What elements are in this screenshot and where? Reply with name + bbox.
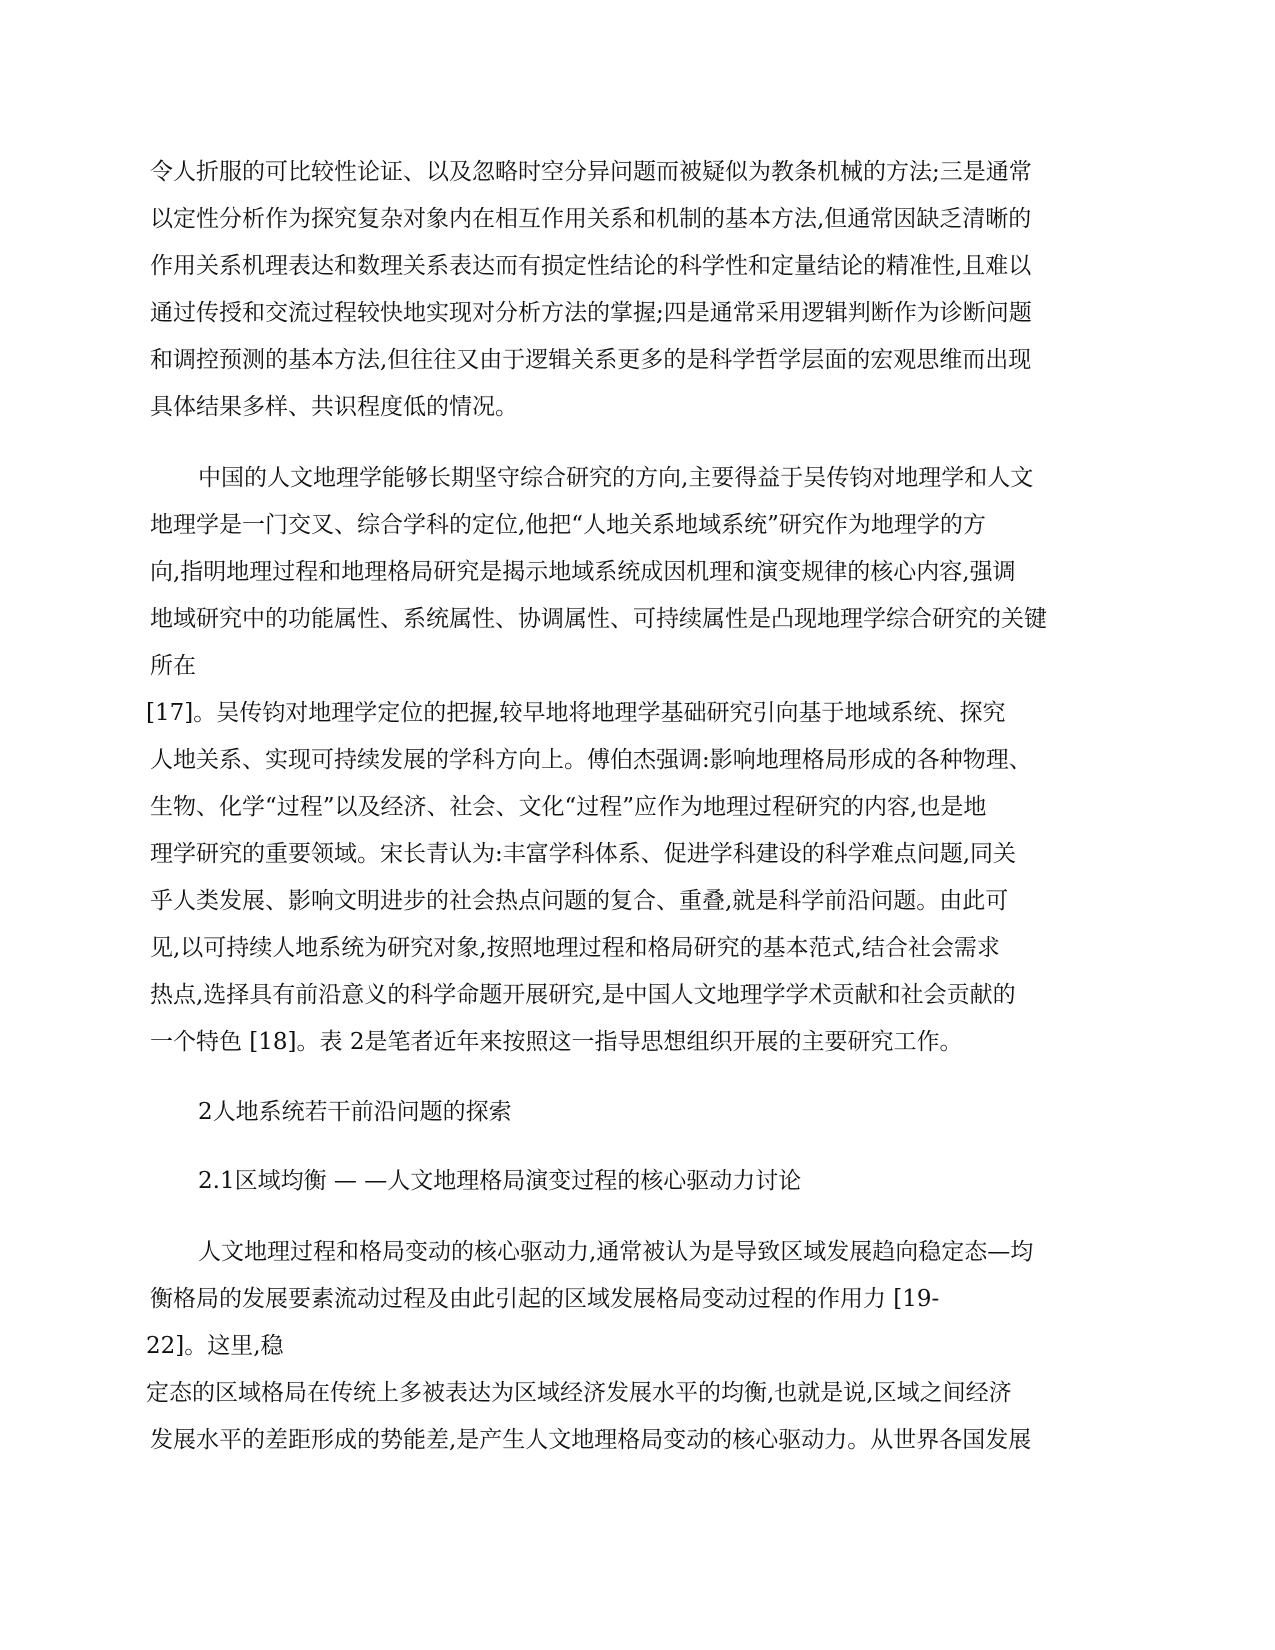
text-line: 人地关系、实现可持续发展的学科方向上。傅伯杰强调:影响地理格局形成的各种物理、: [150, 747, 1032, 773]
text-line: 见,以可持续人地系统为研究对象,按照地理过程和格局研究的基本范式,结合社会需求: [150, 935, 1000, 961]
text-line: 向,指明地理过程和地理格局研究是揭示地域系统成因机理和演变规律的核心内容,强调: [150, 559, 1016, 585]
text-line: 令人折服的可比较性论证、以及忽略时空分异问题而被疑似为教条机械的方法;三是通常: [150, 159, 1032, 185]
text-line: 和调控预测的基本方法,但往往又由于逻辑关系更多的是科学哲学层面的宏观思维而出现: [150, 347, 1032, 373]
text-line: 一个特色 [18]。表 2是笔者近年来按照这一指导思想组织开展的主要研究工作。: [150, 1029, 963, 1055]
section-heading: 2人地系统若干前沿问题的探索: [198, 1099, 512, 1125]
subsection-heading: 2.1区域均衡 — —人文地理格局演变过程的核心驱动力讨论: [198, 1168, 802, 1194]
text-line: 定态的区域格局在传统上多被表达为区域经济发展水平的均衡,也就是说,区域之间经济: [146, 1380, 1012, 1406]
text-line: 22]。这里,稳: [146, 1333, 284, 1359]
text-line: 理学研究的重要领域。宋长青认为:丰富学科体系、促进学科建设的科学难点问题,同关: [150, 841, 1017, 867]
text-line: 人文地理过程和格局变动的核心驱动力,通常被认为是导致区域发展趋向稳定态—均: [198, 1239, 1034, 1265]
text-line: 通过传授和交流过程较快地实现对分析方法的掌握;四是通常采用逻辑判断作为诊断问题: [150, 300, 1032, 326]
text-line: 所在: [150, 653, 196, 679]
text-line: 热点,选择具有前沿意义的科学命题开展研究,是中国人文地理学学术贡献和社会贡献的: [150, 982, 1016, 1008]
text-line: 地域研究中的功能属性、系统属性、协调属性、可持续属性是凸现地理学综合研究的关键: [150, 606, 1047, 632]
text-line: 中国的人文地理学能够长期坚守综合研究的方向,主要得益于吴传钧对地理学和人文: [198, 465, 1034, 491]
text-line: 发展水平的差距形成的势能差,是产生人文地理格局变动的核心驱动力。从世界各国发展: [150, 1427, 1032, 1453]
text-line: 作用关系机理表达和数理关系表达而有损定性结论的科学性和定量结论的精准性,且难以: [150, 253, 1032, 279]
text-line: 以定性分析作为探究复杂对象内在相互作用关系和机制的基本方法,但通常因缺乏清晰的: [150, 206, 1032, 232]
text-line: [17]。吴传钧对地理学定位的把握,较早地将地理学基础研究引向基于地域系统、探究: [146, 700, 1006, 726]
text-line: 衡格局的发展要素流动过程及由此引起的区域发展格局变动过程的作用力 [19-: [150, 1286, 940, 1312]
text-line: 乎人类发展、影响文明进步的社会热点问题的复合、重叠,就是科学前沿问题。由此可: [150, 888, 1009, 914]
text-line: 生物、化学“过程”以及经济、社会、文化“过程”应作为地理过程研究的内容,也是地: [150, 794, 987, 820]
text-line: 具体结果多样、共识程度低的情况。: [150, 394, 518, 420]
text-line: 地理学是一门交叉、综合学科的定位,他把“人地关系地域系统”研究作为地理学的方: [150, 512, 986, 538]
